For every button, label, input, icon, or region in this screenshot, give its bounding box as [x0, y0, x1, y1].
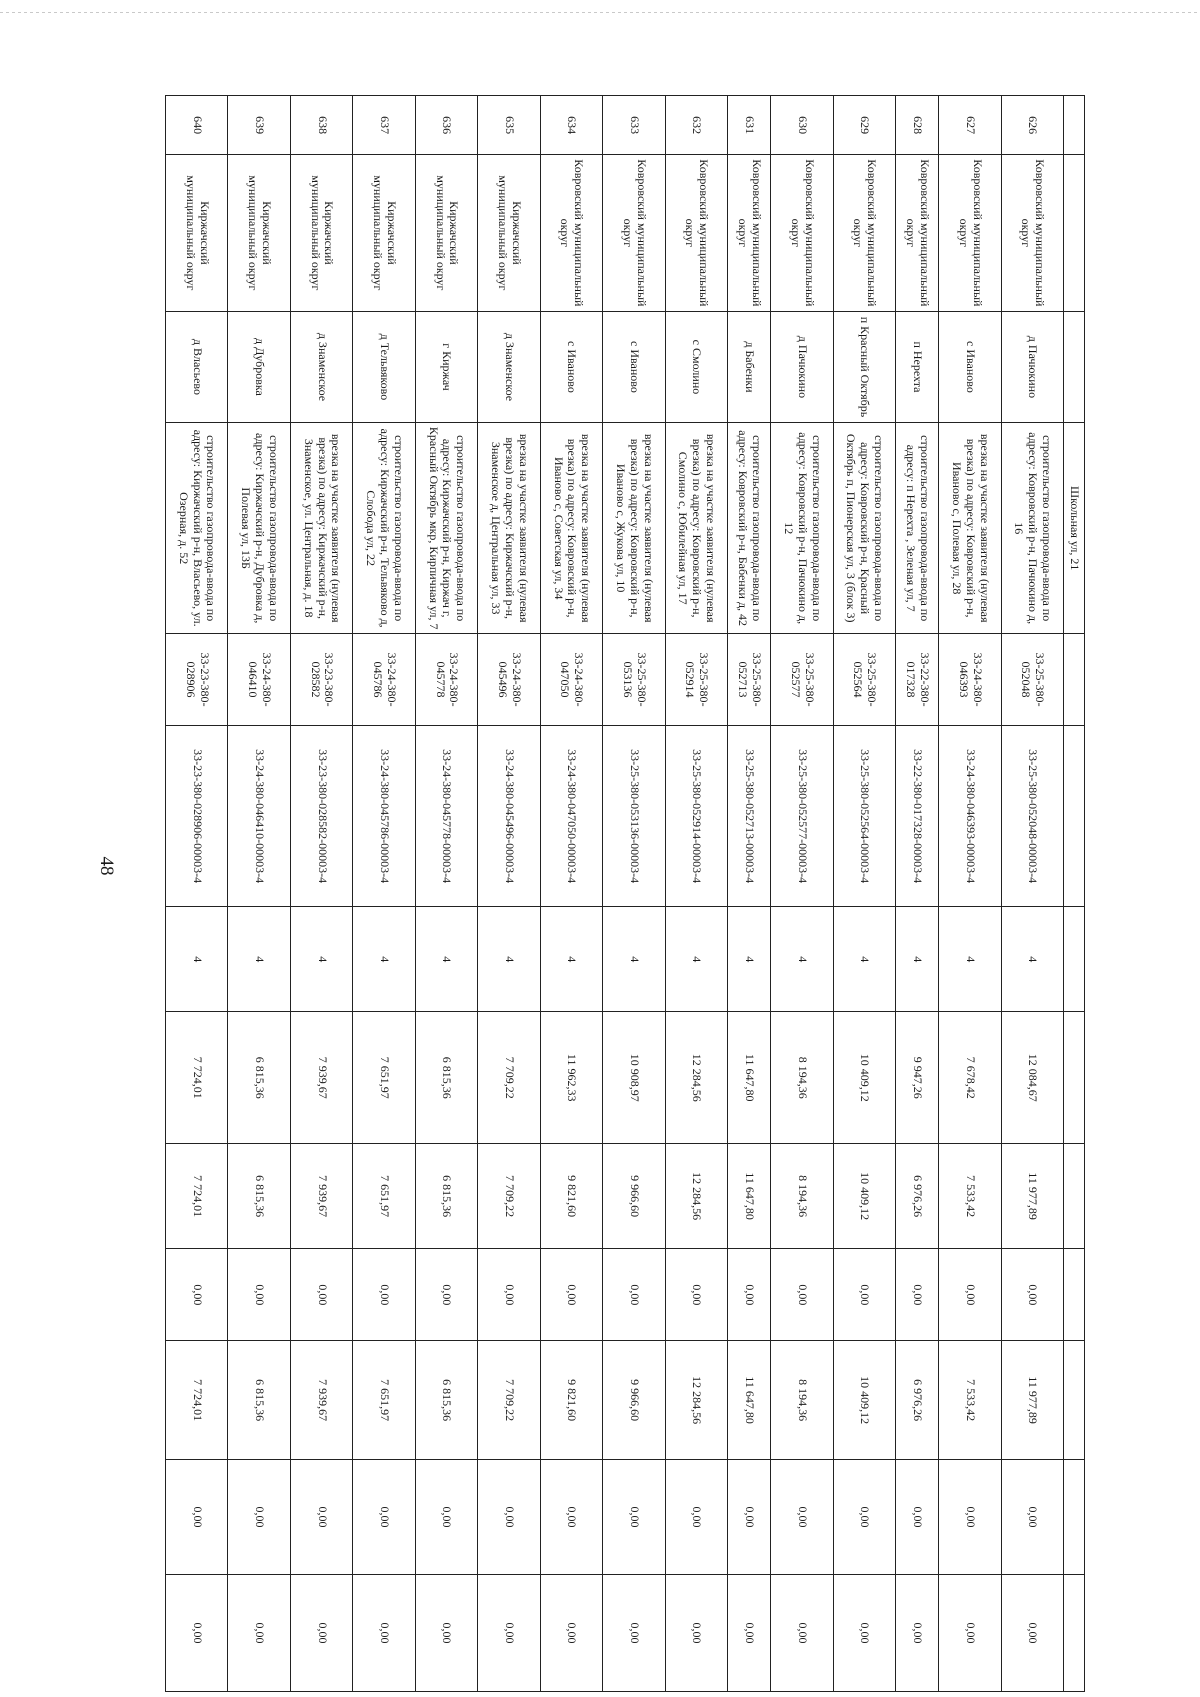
amount-1-cell: 7 724,01: [166, 1144, 229, 1249]
amount-5-cell: 0,00: [896, 1575, 939, 1692]
description-cell: врезка на участке заявителя (нулевая врезка) по адресу: Ковровский р-н, Иваново с, Полевая ул, 28: [939, 423, 1001, 634]
amount-3-cell: 9 966,60: [603, 1341, 665, 1459]
amount-1-cell: 6 976,26: [896, 1144, 939, 1249]
amount-2-cell: 0,00: [353, 1249, 415, 1341]
amount-1-cell: 10 409,12: [833, 1144, 895, 1249]
district-cell: Ковровский муниципальный округ: [833, 155, 895, 311]
cadastral-number-cell: 33-25-380-052713: [728, 633, 771, 725]
amount-1-cell: 8 194,36: [771, 1144, 833, 1249]
amount-2-cell: 0,00: [833, 1249, 895, 1341]
row-number-cell: 638: [290, 96, 352, 155]
row-number-cell: 636: [415, 96, 477, 155]
row-number-cell: 632: [665, 96, 727, 155]
amount-3-cell: 6 815,36: [415, 1341, 477, 1459]
amount-2-cell: 0,00: [1001, 1249, 1063, 1341]
amount-3-cell: 11 977,89: [1001, 1341, 1063, 1459]
total-amount-cell: 11 647,80: [728, 1012, 771, 1144]
total-amount-cell: 10 908,97: [603, 1012, 665, 1144]
amount-2-cell: 0,00: [939, 1249, 1001, 1341]
amount-4-cell: 0,00: [415, 1459, 477, 1574]
locality-cell: с Иваново: [603, 311, 665, 423]
amount-1-cell: 6 815,36: [228, 1144, 290, 1249]
amount-4-cell: 0,00: [603, 1459, 665, 1574]
description-cell: строительство газопровода-ввода по адресу: Киржачский р-н, Власьево, ул. Озерная, д. 52: [166, 423, 229, 634]
carry-over-empty-cell: [1064, 311, 1085, 423]
locality-cell: г Киржач: [415, 311, 477, 423]
category-cell: 4: [353, 907, 415, 1012]
amount-4-cell: 0,00: [771, 1459, 833, 1574]
description-cell: врезка на участке заявителя (нулевая врезка) по адресу: Ковровский р-н, Смолино с, Юбилейная ул, 17: [665, 423, 727, 634]
description-cell: врезка на участке заявителя (нулевая врезка) по адресу: Киржачский р-н, Знаменское, ул. Центральная, д. 18: [290, 423, 352, 634]
amount-4-cell: 0,00: [1001, 1459, 1063, 1574]
district-cell: Киржачский муниципальный округ: [228, 155, 290, 311]
district-cell: Ковровский муниципальный округ: [728, 155, 771, 311]
category-cell: 4: [833, 907, 895, 1012]
amount-4-cell: 0,00: [478, 1459, 540, 1574]
district-cell: Ковровский муниципальный округ: [540, 155, 602, 311]
application-number-cell: 33-23-380-028906-00003-4: [166, 726, 229, 907]
table-row: [353, 96, 415, 1692]
application-number-cell: 33-24-380-045496-00003-4: [478, 726, 540, 907]
amount-5-cell: 0,00: [603, 1575, 665, 1692]
amount-3-cell: 7 939,67: [290, 1341, 352, 1459]
amount-1-cell: 7 533,42: [939, 1144, 1001, 1249]
locality-cell: д Власьево: [166, 311, 229, 423]
amount-2-cell: 0,00: [771, 1249, 833, 1341]
locality-cell: п Красный Октябрь: [833, 311, 895, 423]
locality-cell: с Иваново: [939, 311, 1001, 423]
table-row: [415, 96, 477, 1692]
table-row: [896, 96, 939, 1692]
carry-over-empty-cell: [1064, 1341, 1085, 1459]
district-cell: Ковровский муниципальный округ: [771, 155, 833, 311]
district-cell: Ковровский муниципальный округ: [896, 155, 939, 311]
amount-3-cell: 10 409,12: [833, 1341, 895, 1459]
district-cell: Ковровский муниципальный округ: [603, 155, 665, 311]
table-row: [166, 96, 229, 1692]
amount-2-cell: 0,00: [540, 1249, 602, 1341]
amount-3-cell: 9 821,60: [540, 1341, 602, 1459]
amount-5-cell: 0,00: [833, 1575, 895, 1692]
locality-cell: д Пачюкино: [771, 311, 833, 423]
description-cell: врезка на участке заявителя (нулевая врезка) по адресу: Ковровский р-н, Иваново с, Советская ул, 34: [540, 423, 602, 634]
category-cell: 4: [1001, 907, 1063, 1012]
application-number-cell: 33-25-380-053136-00003-4: [603, 726, 665, 907]
district-cell: Ковровский муниципальный округ: [665, 155, 727, 311]
category-cell: 4: [728, 907, 771, 1012]
total-amount-cell: 12 084,67: [1001, 1012, 1063, 1144]
amount-4-cell: 0,00: [353, 1459, 415, 1574]
amount-4-cell: 0,00: [228, 1459, 290, 1574]
amount-3-cell: 6 815,36: [228, 1341, 290, 1459]
total-amount-cell: 7 709,22: [478, 1012, 540, 1144]
application-number-cell: 33-24-380-045786-00003-4: [353, 726, 415, 907]
amount-4-cell: 0,00: [728, 1459, 771, 1574]
row-number-cell: 634: [540, 96, 602, 155]
table-row: [833, 96, 895, 1692]
table-row: [1001, 96, 1063, 1692]
total-amount-cell: 6 815,36: [415, 1012, 477, 1144]
table-row: [228, 96, 290, 1692]
description-cell: строительство газопровода-ввода по адресу: п Нерехта , Зеленая ул, 7: [896, 423, 939, 634]
cadastral-number-cell: 33-25-380-053136: [603, 633, 665, 725]
locality-cell: д Знаменское: [478, 311, 540, 423]
amount-4-cell: 0,00: [896, 1459, 939, 1574]
carry-over-empty-cell: [1064, 1249, 1085, 1341]
cadastral-number-cell: 33-25-380-052564: [833, 633, 895, 725]
district-cell: Ковровский муниципальный округ: [1001, 155, 1063, 311]
total-amount-cell: 7 724,01: [166, 1012, 229, 1144]
locality-cell: д Бабенки: [728, 311, 771, 423]
description-cell: строительство газопровода-ввода по адресу: Киржачский р-н, Дубровка д, Полевая ул, 13Б: [228, 423, 290, 634]
locality-cell: с Смолино: [665, 311, 727, 423]
page-number: 48: [96, 856, 117, 876]
amount-3-cell: 7 709,22: [478, 1341, 540, 1459]
row-number-cell: 633: [603, 96, 665, 155]
amount-3-cell: 7 533,42: [939, 1341, 1001, 1459]
cadastral-number-cell: 33-23-380-028906: [166, 633, 229, 725]
amount-2-cell: 0,00: [228, 1249, 290, 1341]
cadastral-number-cell: 33-24-380-045778: [415, 633, 477, 725]
application-number-cell: 33-24-380-045778-00003-4: [415, 726, 477, 907]
cadastral-number-cell: 33-25-380-052914: [665, 633, 727, 725]
row-number-cell: 631: [728, 96, 771, 155]
cadastral-number-cell: 33-24-380-047050: [540, 633, 602, 725]
row-number-cell: 639: [228, 96, 290, 155]
carry-over-row: [1064, 96, 1085, 1692]
locality-cell: п Нерехта: [896, 311, 939, 423]
district-cell: Киржачский муниципальный округ: [353, 155, 415, 311]
category-cell: 4: [166, 907, 229, 1012]
carry-over-empty-cell: [1064, 633, 1085, 725]
amount-4-cell: 0,00: [166, 1459, 229, 1574]
amount-2-cell: 0,00: [166, 1249, 229, 1341]
application-number-cell: 33-25-380-052713-00003-4: [728, 726, 771, 907]
carry-over-empty-cell: [1064, 726, 1085, 907]
amount-5-cell: 0,00: [771, 1575, 833, 1692]
total-amount-cell: 7 651,97: [353, 1012, 415, 1144]
amount-5-cell: 0,00: [353, 1575, 415, 1692]
row-number-cell: 628: [896, 96, 939, 155]
table-row: [540, 96, 602, 1692]
row-number-cell: 629: [833, 96, 895, 155]
cadastral-number-cell: 33-23-380-028582: [290, 633, 352, 725]
description-cell: строительство газопровода-ввода по адресу: Ковровский р-н, Бабенки д, 42: [728, 423, 771, 634]
district-cell: Киржачский муниципальный округ: [290, 155, 352, 311]
amount-2-cell: 0,00: [665, 1249, 727, 1341]
amount-1-cell: 9 966,60: [603, 1144, 665, 1249]
amount-2-cell: 0,00: [478, 1249, 540, 1341]
amount-5-cell: 0,00: [290, 1575, 352, 1692]
amount-1-cell: 12 284,56: [665, 1144, 727, 1249]
amount-1-cell: 9 821,60: [540, 1144, 602, 1249]
amount-1-cell: 7 651,97: [353, 1144, 415, 1249]
amount-1-cell: 11 977,89: [1001, 1144, 1063, 1249]
district-cell: Киржачский муниципальный округ: [478, 155, 540, 311]
registry-table-body: [166, 96, 1085, 1692]
description-cell: строительство газопровода-ввода по адресу: Ковровский р-н, Красный Октябрь п, Пионерская ул, 3 (блок 3): [833, 423, 895, 634]
amount-5-cell: 0,00: [540, 1575, 602, 1692]
total-amount-cell: 7 939,67: [290, 1012, 352, 1144]
table-row: [939, 96, 1001, 1692]
cadastral-number-cell: 33-24-380-045786: [353, 633, 415, 725]
amount-2-cell: 0,00: [290, 1249, 352, 1341]
amount-1-cell: 11 647,80: [728, 1144, 771, 1249]
application-number-cell: 33-24-380-047050-00003-4: [540, 726, 602, 907]
category-cell: 4: [939, 907, 1001, 1012]
total-amount-cell: 12 284,56: [665, 1012, 727, 1144]
application-number-cell: 33-25-380-052564-00003-4: [833, 726, 895, 907]
total-amount-cell: 8 194,36: [771, 1012, 833, 1144]
description-cell: строительство газопровода-ввода по адресу: Киржачский р-н, Тельвяково д, Слобода ул, 22: [353, 423, 415, 634]
category-cell: 4: [478, 907, 540, 1012]
application-number-cell: 33-22-380-017328-00003-4: [896, 726, 939, 907]
category-cell: 4: [665, 907, 727, 1012]
amount-3-cell: 8 194,36: [771, 1341, 833, 1459]
locality-cell: д Дубровка: [228, 311, 290, 423]
table-row: [290, 96, 352, 1692]
total-amount-cell: 10 409,12: [833, 1012, 895, 1144]
amount-4-cell: 0,00: [540, 1459, 602, 1574]
description-cell: врезка на участке заявителя (нулевая врезка) по адресу: Киржачский р-н, Знаменское д, Центральная ул, 33: [478, 423, 540, 634]
amount-4-cell: 0,00: [939, 1459, 1001, 1574]
category-cell: 4: [771, 907, 833, 1012]
amount-5-cell: 0,00: [665, 1575, 727, 1692]
carry-over-empty-cell: [1064, 1144, 1085, 1249]
row-number-cell: 637: [353, 96, 415, 155]
category-cell: 4: [415, 907, 477, 1012]
application-number-cell: 33-23-380-028582-00003-4: [290, 726, 352, 907]
application-number-cell: 33-25-380-052914-00003-4: [665, 726, 727, 907]
amount-2-cell: 0,00: [896, 1249, 939, 1341]
cadastral-number-cell: 33-24-380-045496: [478, 633, 540, 725]
category-cell: 4: [540, 907, 602, 1012]
carry-over-empty-cell: [1064, 1575, 1085, 1692]
scan-edge-line: [0, 12, 1200, 13]
amount-1-cell: 7 709,22: [478, 1144, 540, 1249]
amount-3-cell: 7 651,97: [353, 1341, 415, 1459]
carry-over-empty-cell: [1064, 907, 1085, 1012]
table-row: [728, 96, 771, 1692]
table-row: [603, 96, 665, 1692]
total-amount-cell: 6 815,36: [228, 1012, 290, 1144]
table-row: [771, 96, 833, 1692]
amount-5-cell: 0,00: [728, 1575, 771, 1692]
amount-4-cell: 0,00: [833, 1459, 895, 1574]
carry-over-empty-cell: [1064, 155, 1085, 311]
locality-cell: д Пачюкино: [1001, 311, 1063, 423]
amount-4-cell: 0,00: [290, 1459, 352, 1574]
table-row: [665, 96, 727, 1692]
category-cell: 4: [290, 907, 352, 1012]
registry-table: [165, 95, 1085, 1692]
application-number-cell: 33-24-380-046393-00003-4: [939, 726, 1001, 907]
row-number-cell: 640: [166, 96, 229, 155]
carry-over-empty-cell: [1064, 1459, 1085, 1574]
cadastral-number-cell: 33-25-380-052577: [771, 633, 833, 725]
amount-2-cell: 0,00: [603, 1249, 665, 1341]
cadastral-number-cell: 33-24-380-046410: [228, 633, 290, 725]
amount-5-cell: 0,00: [1001, 1575, 1063, 1692]
locality-cell: д Знаменское: [290, 311, 352, 423]
description-cell: строительство газопровода-ввода по адресу: Ковровский р-н, Пачюкино д, 16: [1001, 423, 1063, 634]
amount-5-cell: 0,00: [166, 1575, 229, 1692]
amount-5-cell: 0,00: [478, 1575, 540, 1692]
row-number-cell: 630: [771, 96, 833, 155]
category-cell: 4: [896, 907, 939, 1012]
description-cell: строительство газопровода-ввода по адресу: Киржачский р-н, Киржач г, Красный Октябрь мкр, Кирпичная ул, 7: [415, 423, 477, 634]
category-cell: 4: [603, 907, 665, 1012]
amount-3-cell: 12 284,56: [665, 1341, 727, 1459]
application-number-cell: 33-25-380-052048-00003-4: [1001, 726, 1063, 907]
total-amount-cell: 7 678,42: [939, 1012, 1001, 1144]
carry-over-empty-cell: [1064, 96, 1085, 155]
registry-table-frame: [165, 95, 1085, 1692]
amount-4-cell: 0,00: [665, 1459, 727, 1574]
amount-2-cell: 0,00: [415, 1249, 477, 1341]
application-number-cell: 33-25-380-052577-00003-4: [771, 726, 833, 907]
cadastral-number-cell: 33-22-380-017328: [896, 633, 939, 725]
amount-3-cell: 7 724,01: [166, 1341, 229, 1459]
category-cell: 4: [228, 907, 290, 1012]
row-number-cell: 627: [939, 96, 1001, 155]
amount-3-cell: 11 647,80: [728, 1341, 771, 1459]
amount-5-cell: 0,00: [415, 1575, 477, 1692]
description-cell: врезка на участке заявителя (нулевая врезка) по адресу: Ковровский р-н, Иваново с, Жукова ул, 10: [603, 423, 665, 634]
total-amount-cell: 11 962,33: [540, 1012, 602, 1144]
locality-cell: с Иваново: [540, 311, 602, 423]
carry-over-address: Школьная ул, 21: [1064, 423, 1085, 634]
district-cell: Ковровский муниципальный округ: [939, 155, 1001, 311]
description-cell: строительство газопровода-ввода по адресу: Ковровский р-н, Пачюкино д, 12: [771, 423, 833, 634]
table-row: [478, 96, 540, 1692]
carry-over-empty-cell: [1064, 1012, 1085, 1144]
total-amount-cell: 9 947,26: [896, 1012, 939, 1144]
amount-1-cell: 6 815,36: [415, 1144, 477, 1249]
cadastral-number-cell: 33-25-380-052048: [1001, 633, 1063, 725]
row-number-cell: 626: [1001, 96, 1063, 155]
district-cell: Киржачский муниципальный округ: [415, 155, 477, 311]
amount-3-cell: 6 976,26: [896, 1341, 939, 1459]
amount-5-cell: 0,00: [939, 1575, 1001, 1692]
amount-1-cell: 7 939,67: [290, 1144, 352, 1249]
locality-cell: д Тельвяково: [353, 311, 415, 423]
cadastral-number-cell: 33-24-380-046393: [939, 633, 1001, 725]
row-number-cell: 635: [478, 96, 540, 155]
district-cell: Киржачский муниципальный округ: [166, 155, 229, 311]
amount-2-cell: 0,00: [728, 1249, 771, 1341]
amount-5-cell: 0,00: [228, 1575, 290, 1692]
application-number-cell: 33-24-380-046410-00003-4: [228, 726, 290, 907]
